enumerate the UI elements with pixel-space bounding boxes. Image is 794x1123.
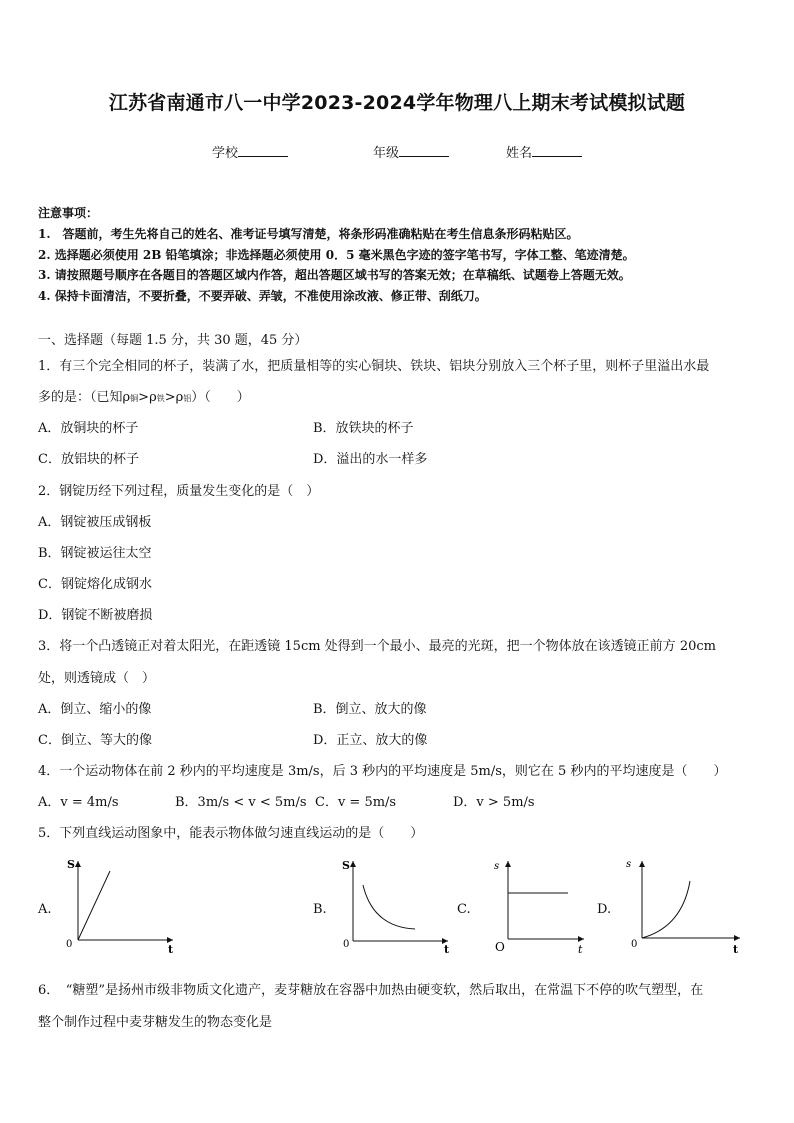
q2-option-c[interactable]: C．钢锭熔化成钢水 xyxy=(38,577,152,592)
q5-graph-d-y-label: s xyxy=(626,859,632,870)
q1-option-d[interactable]: D．溢出的水一样多 xyxy=(313,452,428,467)
q5-graph-b-y-label: S xyxy=(342,859,350,872)
q1-option-a[interactable]: A．放铜块的杯子 xyxy=(38,421,139,436)
q5-graph-d-origin: 0 xyxy=(631,939,638,950)
q6-stem-line2: 整个制作过程中麦芽糖发生的物态变化是 xyxy=(38,1015,273,1030)
q6-stem-line1: 6． “糖塑”是扬州市级非物质文化遗产，麦芽糖放在容器中加热由硬变软，然后取出，在常温下不停的吹气塑型，在 xyxy=(38,983,704,998)
q1-option-c[interactable]: C．放铝块的杯子 xyxy=(38,452,139,467)
q5-graph-a-y-label: S xyxy=(67,858,75,871)
q5-graph-c xyxy=(488,855,588,955)
q5-graph-a-origin: 0 xyxy=(66,939,73,950)
q5-graph-a-x-label: t xyxy=(168,943,174,955)
notice-item: 2. 选择题必须使用 2B 铅笔填涂；非选择题必须使用 0．5 毫米黑色字迹的签字笔书写，字体工整、笔迹清楚。 xyxy=(38,248,635,262)
q2-stem: 2．钢锭历经下列过程，质量发生变化的是（ ） xyxy=(38,484,320,499)
q5-option-c[interactable]: C. xyxy=(457,902,471,917)
q5-graph-c-y-label: s xyxy=(494,861,500,872)
q1-stem-line2: 多的是：（已知ρ铜>ρ铁>ρ铝）（ ） xyxy=(38,390,250,405)
q3-stem-line1: 3．将一个凸透镜正对着太阳光，在距透镜 15cm 处得到一个最小、最亮的光斑，把一个物体放在该透镜正前方 20cm xyxy=(38,639,716,654)
q1-option-b[interactable]: B．放铁块的杯子 xyxy=(313,421,414,436)
q5-graph-a xyxy=(58,855,183,955)
q4-option-b[interactable]: B．3m/s < v < 5m/s xyxy=(175,795,307,810)
q4-stem: 4．一个运动物体在前 2 秒内的平均速度是 3m/s，后 3 秒内的平均速度是 5m/s，则它在 5 秒内的平均速度是（ ） xyxy=(38,764,727,779)
q2-option-a[interactable]: A．钢锭被压成钢板 xyxy=(38,515,152,530)
q5-graph-d-x-label: t xyxy=(733,943,739,955)
notice-item: 3. 请按照题号顺序在各题目的答题区域内作答，超出答题区域书写的答案无效；在草稿纸、试题卷上答题无效。 xyxy=(38,268,631,282)
grade-field[interactable] xyxy=(373,142,449,161)
q3-option-b[interactable]: B．倒立、放大的像 xyxy=(313,702,427,717)
q5-graph-c-x-label: t xyxy=(578,943,583,955)
q5-graph-b xyxy=(333,855,458,955)
q5-option-b[interactable]: B. xyxy=(313,902,327,917)
name-field[interactable] xyxy=(506,142,582,161)
q5-graph-d xyxy=(620,855,745,955)
q5-stem: 5．下列直线运动图象中，能表示物体做匀速直线运动的是（ ） xyxy=(38,826,424,841)
school-blank[interactable] xyxy=(238,144,288,157)
q5-graph-b-x-label: t xyxy=(444,943,450,955)
q5-option-d[interactable]: D. xyxy=(597,902,612,917)
exam-title: 江苏省南通市八一中学2023-2024学年物理八上期末考试模拟试题 xyxy=(108,92,686,114)
name-blank[interactable] xyxy=(532,144,582,157)
notice-item: 1. 答题前，考生先将自己的姓名、准考证号填写清楚，将条形码准确粘贴在考生信息条形码粘贴区。 xyxy=(38,227,579,241)
q3-option-d[interactable]: D．正立、放大的像 xyxy=(313,733,428,748)
q4-option-a[interactable]: A．v = 4m/s xyxy=(38,795,119,810)
grade-blank[interactable] xyxy=(399,144,449,157)
school-label: 学校 xyxy=(212,146,239,161)
q2-option-d[interactable]: D．钢锭不断被磨损 xyxy=(38,608,153,623)
q4-option-d[interactable]: D．v > 5m/s xyxy=(453,795,535,810)
section-heading: 一、选择题（每题 1.5 分，共 30 题，45 分） xyxy=(38,333,308,348)
grade-label: 年级 xyxy=(373,146,400,161)
school-field[interactable] xyxy=(212,142,288,161)
q5-option-a[interactable]: A. xyxy=(38,902,52,917)
q3-option-a[interactable]: A．倒立、缩小的像 xyxy=(38,702,152,717)
q1-stem-line1: 1．有三个完全相同的杯子，装满了水，把质量相等的实心铜块、铁块、铝块分别放入三个杯子里，则杯子里溢出水最 xyxy=(38,359,710,374)
q5-graph-c-origin: O xyxy=(495,940,505,954)
q5-graph-b-origin: 0 xyxy=(343,939,350,950)
notice-heading: 注意事项： xyxy=(38,206,99,220)
name-label: 姓名 xyxy=(506,146,533,161)
notice-item: 4. 保持卡面清洁，不要折叠，不要弄破、弄皱，不准使用涂改液、修正带、刮纸刀。 xyxy=(38,289,487,303)
q3-stem-line2: 处，则透镜成（ ） xyxy=(38,671,156,686)
q4-option-c[interactable]: C．v = 5m/s xyxy=(315,795,397,810)
q2-option-b[interactable]: B．钢锭被运往太空 xyxy=(38,546,152,561)
q3-option-c[interactable]: C．倒立、等大的像 xyxy=(38,733,152,748)
